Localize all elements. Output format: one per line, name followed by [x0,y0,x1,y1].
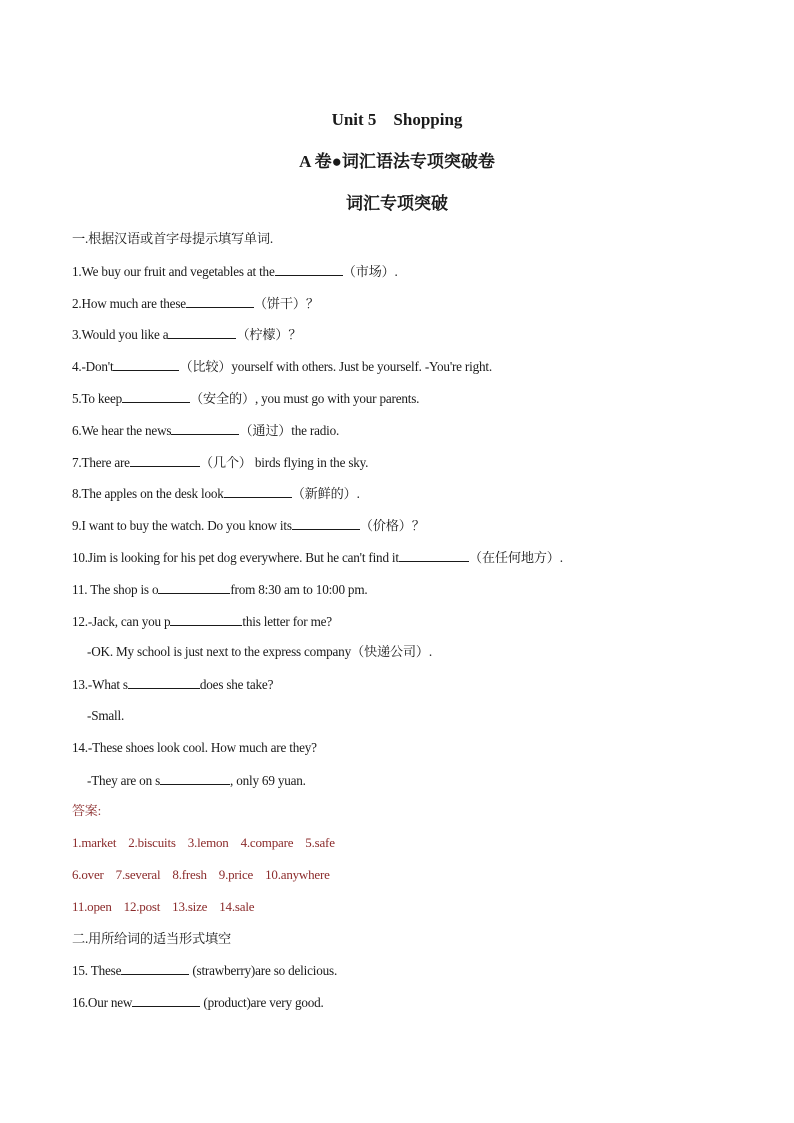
question-13-reply: -Small. [87,707,125,723]
answer-blank[interactable] [171,421,239,435]
question-14: 14.-These shoes look cool. How much are they? [72,739,317,755]
answer-blank[interactable] [186,294,254,308]
question-8: 8.The apples on the desk look （新鲜的）. [72,486,360,502]
part1-heading: 一.根据汉语或首字母提示填写单词. [72,231,274,246]
answer-item: 12.post [123,898,161,914]
question-3: 3.Would you like a （柠檬）？ [72,327,302,343]
answers-row-3 [72,898,732,930]
question-7: 7.There are （几个） birds flying in the sky. [72,454,369,470]
answer-blank[interactable] [275,262,343,276]
answer-item: 6.over [72,866,104,882]
answer-item: 2.biscuits [128,835,176,851]
answer-blank[interactable] [399,548,469,562]
answer-blank[interactable] [113,357,179,371]
question-list [72,230,732,1025]
answer-blank[interactable] [122,389,190,403]
question-11: 11. The shop is o from 8:30 am to 10:00 pm. [72,581,368,597]
question-5: 5.To keep （安全的）, you must go with your parents. [72,390,420,406]
answer-blank[interactable] [160,771,230,785]
part2-heading: 二.用所给词的适当形式填空 [72,930,231,946]
question-9: 9.I want to buy the watch. Do you know its （价格）？ [72,518,425,534]
answer-blank[interactable] [170,612,242,626]
question-2: 2.How much are these （饼干）？ [72,295,319,311]
answer-item: 11.open [72,898,112,914]
answer-item: 1.market [72,835,117,851]
answer-item: 8.fresh [172,866,207,882]
section-title: 词汇专项突破 [346,194,448,213]
question-4: 4.-Don't （比较）yourself with others. Just be yourself. -You're right. [72,359,492,375]
answer-item: 7.several [115,866,161,882]
answer-blank[interactable] [130,453,200,467]
answer-item: 13.size [172,898,208,914]
paper-title: A 卷●词汇语法专项突破卷 [299,152,495,171]
answer-item: 5.safe [305,835,335,851]
answer-item: 14.sale [219,898,255,914]
answer-blank[interactable] [224,484,292,498]
answer-blank[interactable] [128,675,200,689]
answer-item: 9.price [218,866,254,882]
answers-row-2 [72,866,732,898]
question-15: 15. These (strawberry)are so delicious. [72,963,338,979]
answer-blank[interactable] [292,516,360,530]
answers-label: 答案: [72,803,102,819]
answer-item: 3.lemon [187,835,229,851]
question-6: 6.We hear the news （通过）the radio. [72,422,340,438]
question-10: 10.Jim is looking for his pet dog everywhere. But he can't find it （在任何地方）. [72,549,563,565]
answer-blank[interactable] [132,993,200,1007]
question-1: 1.We buy our fruit and vegetables at the （市场）. [72,263,398,279]
answer-blank[interactable] [158,580,230,594]
question-13: 13.-What s does she take? [72,677,274,693]
question-16: 16.Our new (product)are very good. [72,995,324,1011]
answer-blank[interactable] [168,325,236,339]
unit-title: Unit 5 Shopping [331,110,463,129]
answers-row-1 [72,834,732,866]
question-12: 12.-Jack, can you p this letter for me? [72,613,332,629]
question-12-reply: -OK. My school is just next to the express company（快递公司）. [87,644,432,660]
answer-item: 10.anywhere [265,866,330,882]
question-14-reply: -They are on s , only 69 yuan. [87,772,306,788]
answer-item: 4.compare [240,835,294,851]
answer-blank[interactable] [121,961,189,975]
